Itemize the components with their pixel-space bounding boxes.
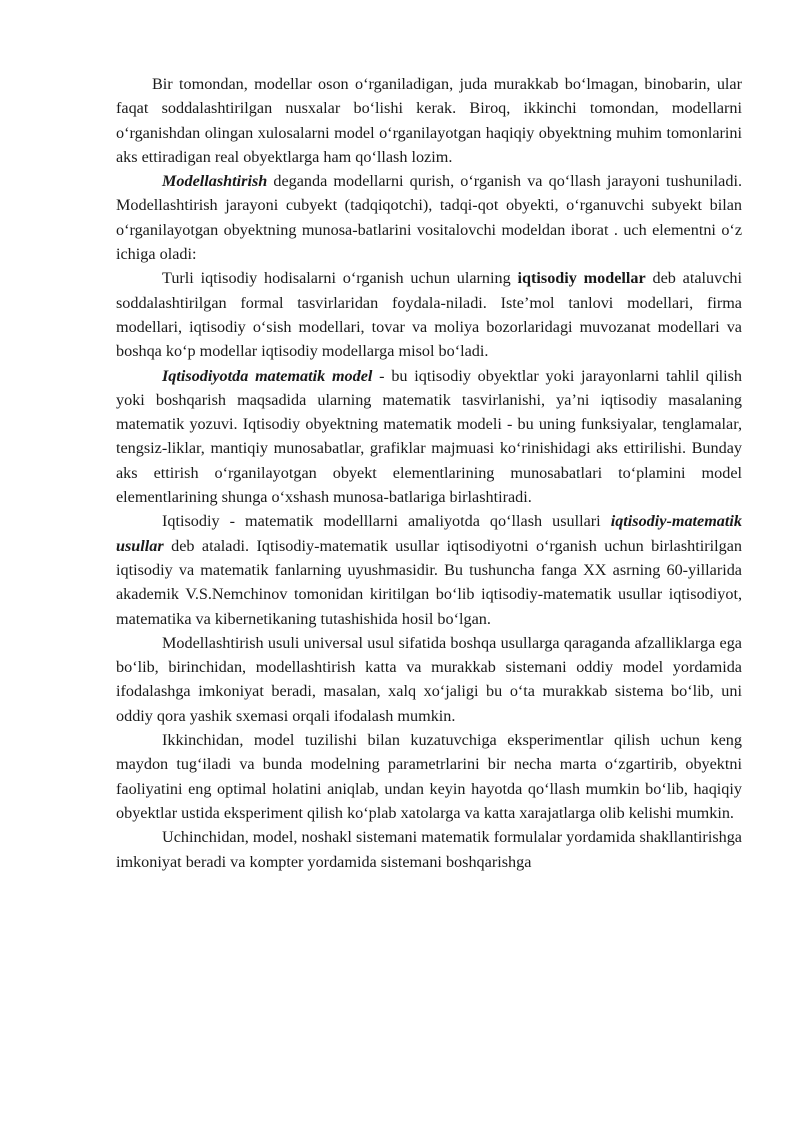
paragraph-6-text: Modellashtirish usuli universal usul sifatida boshqa usullarga qaraganda afzalliklarga ega bo‘lib, birinchidan, modellashtirish katta va murakkab sistemani oddiy model yordamida ifodalashga imkoniyat beradi, masalan, xalq xo‘jaligi bu o‘ta murakkab sistema bo‘lib, uni oddiy qora yashik sxemasi orqali ifodalash mumkin. xyxy=(116,633,742,725)
paragraph-3-text-end: deb ataluvchi soddalashtirilgan formal tasvirlaridan foydala-niladi. Iste’mol tanlovi modellari, firma modellari, iqtisodiy o‘sish modellari, tovar va moliya bozorlaridagi muvozanat modellari va boshqa ko‘p modellar iqtisodiy modellarga misol bo‘ladi. xyxy=(116,269,743,361)
paragraph-4 xyxy=(116,364,742,510)
paragraph-8-text: Uchinchidan, model, noshakl sistemani matematik formulalar yordamida shakllantirishga imkoniyat beradi va kompter yordamida sistemani boshqarishga xyxy=(116,828,742,871)
document-body xyxy=(116,72,742,874)
term-iqtisodiyotda-matematik-model: Iqtisodiyotda matematik model xyxy=(162,366,373,385)
paragraph-7 xyxy=(116,728,742,825)
paragraph-5 xyxy=(116,509,742,630)
paragraph-2-text: deganda modellarni qurish, o‘rganish va qo‘llash jarayoni tushuniladi. Modellashtirish jarayoni cubyekt (tadqiqotchi), tadqi-qot obyekti, o‘rganuvchi subyekt bilan o‘rganilayotgan obyektning munosa-batlarini vositalovchi modeldan iborat . uch elementni o‘z ichiga oladi: xyxy=(116,172,742,264)
paragraph-4-text: - bu iqtisodiy obyektlar yoki jarayonlarni tahlil qilish yoki boshqarish maqsadida ularning matematik tasvirlanishi, ya’ni iqtisodiy masalaning matematik yozuvi. Iqtisodiy obyektning matematik modeli - bu uning funksiyalar, tenglamalar, tengsiz-liklar, mantiqiy munosabatlar, grafiklar majmuasi ko‘rinishidagi aks ettirilishi. Bunday aks ettirish o‘rganilayotgan obyekt elementlarining munosabatlari to‘plamini model elementlarining shunga o‘xshash munosa-batlariga birlashtiradi. xyxy=(116,366,743,507)
term-modellashtirish: Modellashtirish xyxy=(162,172,268,191)
paragraph-3-text-start: Turli iqtisodiy hodisalarni o‘rganish uchun ularning xyxy=(162,269,518,288)
paragraph-1-text: Bir tomondan, modellar oson o‘rganiladigan, juda murakkab bo‘lmagan, binobarin, ular faqat soddalashtirilgan nusxalar bo‘lishi kerak. Biroq, ikkinchi tomondan, modellarni o‘rganishdan olingan xulosalarni model o‘rganilayotgan haqiqiy obyektning muhim tomonlarini aks ettiradigan real obyektlarga ham qo‘llash lozim. xyxy=(116,75,742,166)
paragraph-6 xyxy=(116,631,742,728)
paragraph-3 xyxy=(116,266,742,363)
paragraph-5-text-start: Iqtisodiy - matematik modelllarni amaliyotda qo‘llash usullari xyxy=(162,512,611,531)
paragraph-1 xyxy=(116,72,742,169)
paragraph-7-text: Ikkinchidan, model tuzilishi bilan kuzatuvchiga eksperimentlar qilish uchun keng maydon tug‘iladi va bunda modelning parametrlarini bir necha marta o‘zgartirib, obyektni faoliyatini eng optimal holatini aniqlab, undan keyin hayotda qo‘llash mumkin bo‘lib, haqiqiy obyektlar ustida eksperiment qilish ko‘plab xatolarga va katta xarajatlarga olib kelishi mumkin. xyxy=(116,731,742,822)
paragraph-5-text-end: deb ataladi. Iqtisodiy-matematik usullar iqtisodiyotni o‘rganish uchun birlashtirilgan iqtisodiy va matematik fanlarning uyushmasidir. Bu tushuncha fanga XX asrning 60-yillarida akademik V.S.Nemchinov tomonidan kiritilgan bo‘lib iqtisodiy-matematik usullar iqtisodiyot, matematika va kibernetikaning tutashishida hosil bo‘lgan. xyxy=(116,536,742,628)
term-iqtisodiy-modellar: iqtisodiy modellar xyxy=(517,269,646,288)
term-iqtisodiy-matematik-usullar: iqtisodiy-matematik usullar xyxy=(116,512,742,555)
paragraph-2 xyxy=(116,169,742,266)
paragraph-8 xyxy=(116,825,742,874)
